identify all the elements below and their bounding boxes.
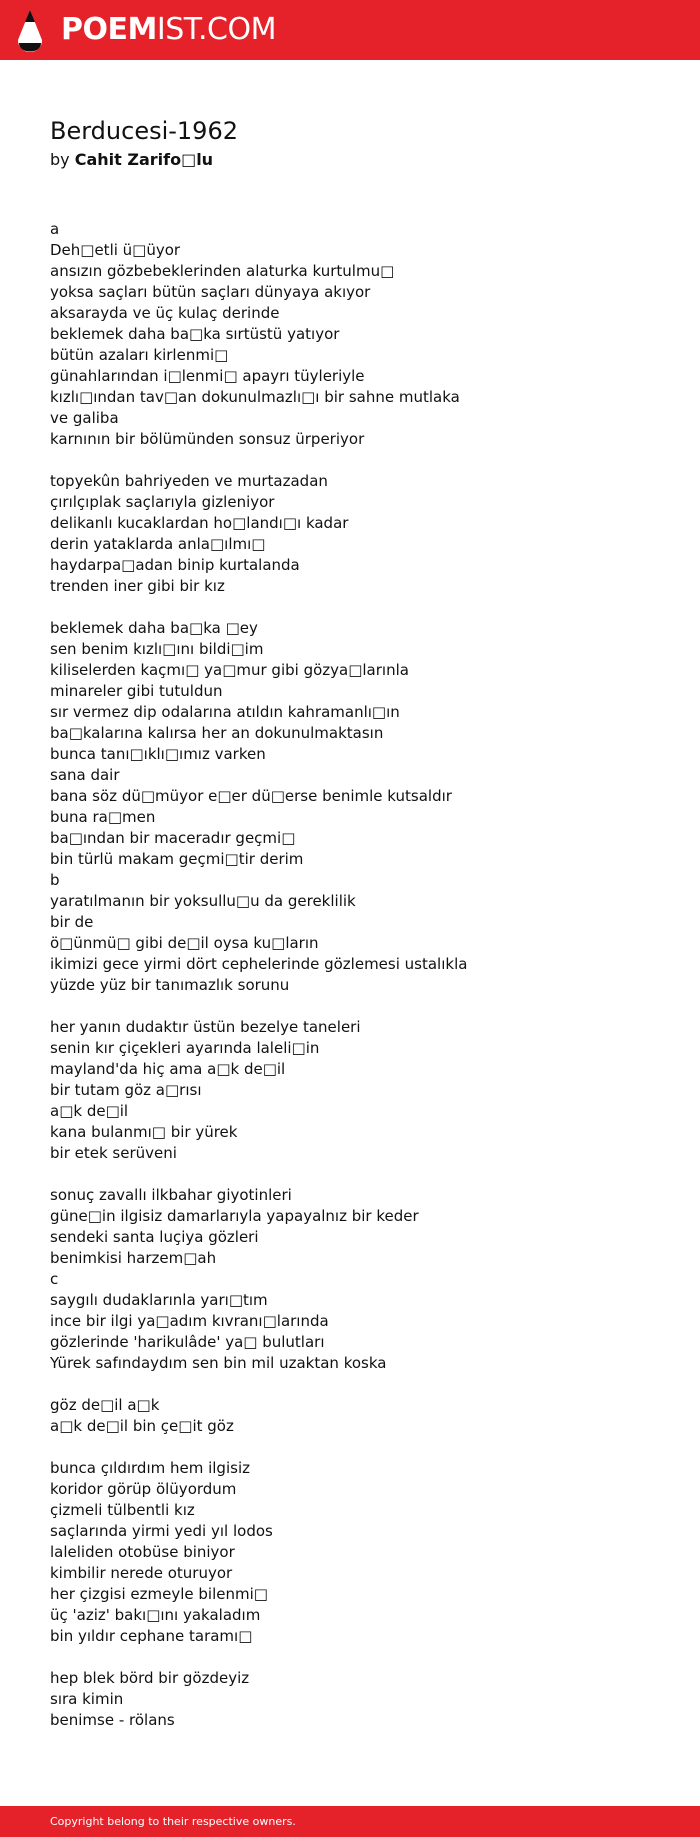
poem-line: karnının bir bölümünden sonsuz ürperiyor: [50, 430, 365, 448]
poem-line: sıra kimin: [50, 1690, 124, 1708]
poem-line: ve galiba: [50, 409, 119, 427]
poem-line: benimse - rölans: [50, 1711, 175, 1729]
logo-text-bold: POEM: [61, 12, 157, 47]
poem-line: laleliden otobüse biniyor: [50, 1543, 235, 1561]
poem-body: [50, 219, 670, 1731]
poem-line: delikanlı kucaklardan ho□landı□ı kadar: [50, 514, 349, 532]
poem-line: bana söz dü□müyor e□er dü□erse benimle kutsaldır: [50, 787, 452, 805]
poem-line: buna ra□men: [50, 808, 156, 826]
poem-line: kana bulanmı□ bir yürek: [50, 1123, 238, 1141]
stanza-break: [50, 1647, 670, 1668]
pencil-tip-icon[interactable]: [18, 10, 42, 52]
poem-line: sen benim kızlı□ını bildi□im: [50, 640, 264, 658]
poem-line: bir de: [50, 913, 94, 931]
poem-line: çırılçıplak saçlarıyla gizleniyor: [50, 493, 275, 511]
poem-line: kiliselerden kaçmı□ ya□mur gibi gözya□larınla: [50, 661, 409, 679]
stanza-break: [50, 996, 670, 1017]
poem-line: göz de□il a□k: [50, 1396, 160, 1414]
poem-line: sonuç zavallı ilkbahar giyotinleri: [50, 1186, 292, 1204]
poem-line: aksarayda ve üç kulaç derinde: [50, 304, 280, 322]
poem-line: her yanın dudaktır üstün bezelye taneleri: [50, 1018, 361, 1036]
stanza-break: [50, 597, 670, 618]
poem-line: b: [50, 871, 60, 889]
poem-line: hep blek börd bir gözdeyiz: [50, 1669, 250, 1687]
poem-line: ö□ünmü□ gibi de□il oysa ku□ların: [50, 934, 319, 952]
poem-line: bir tutam göz a□rısı: [50, 1081, 202, 1099]
poem-line: yüzde yüz bir tanımazlık sorunu: [50, 976, 290, 994]
author-name-link[interactable]: Cahit Zarifo□lu: [74, 150, 214, 169]
poem-line: beklemek daha ba□ka sırtüstü yatıyor: [50, 325, 340, 343]
poem-line: mayland'da hiç ama a□k de□il: [50, 1060, 286, 1078]
byline: [50, 149, 213, 171]
poem-line: kimbilir nerede oturuyor: [50, 1564, 233, 1582]
poem-line: gözlerinde 'harikulâde' ya□ bulutları: [50, 1333, 325, 1351]
poem-line: minareler gibi tutuldun: [50, 682, 223, 700]
poem-line: c: [50, 1270, 59, 1288]
poem-line: bütün azaları kirlenmi□: [50, 346, 229, 364]
poem-line: ba□ından bir maceradır geçmi□: [50, 829, 296, 847]
poem-line: derin yataklarda anla□ılmı□: [50, 535, 266, 553]
poem-line: ikimizi gece yirmi dört cephelerinde gözlemesi ustalıkla: [50, 955, 468, 973]
poem-line: bir etek serüveni: [50, 1144, 177, 1162]
stanza-break: [50, 1374, 670, 1395]
site-logo-link[interactable]: [61, 12, 276, 48]
poem-line: bin türlü makam geçmi□tir derim: [50, 850, 304, 868]
site-header: [0, 0, 700, 60]
poem-line: yoksa saçları bütün saçları dünyaya akıyor: [50, 283, 371, 301]
poem-line: a: [50, 220, 60, 238]
stanza-break: [50, 450, 670, 471]
poem-line: çizmeli tülbentli kız: [50, 1501, 195, 1519]
poem-line: saygılı dudaklarınla yarı□tım: [50, 1291, 268, 1309]
poem-line: senin kır çiçekleri ayarında laleli□in: [50, 1039, 320, 1057]
poem-line: saçlarında yirmi yedi yıl lodos: [50, 1522, 273, 1540]
poem-line: sendeki santa luçiya gözleri: [50, 1228, 259, 1246]
poem-title: Berducesi-1962: [50, 117, 238, 145]
poem-line: a□k de□il bin çe□it göz: [50, 1417, 234, 1435]
copyright-notice: Copyright belong to their respective owners.: [50, 1815, 296, 1828]
poem-line: üç 'aziz' bakı□ını yakaladım: [50, 1606, 261, 1624]
stanza-break: [50, 1437, 670, 1458]
poem-line: bunca çıldırdım hem ilgisiz: [50, 1459, 250, 1477]
poem-line: haydarpa□adan binip kurtalanda: [50, 556, 300, 574]
poem-line: her çizgisi ezmeyle bilenmi□: [50, 1585, 268, 1603]
poem-line: ansızın gözbebeklerinden alaturka kurtulmu□: [50, 262, 395, 280]
poem-line: güne□in ilgisiz damarlarıyla yapayalnız bir keder: [50, 1207, 419, 1225]
poem-line: koridor görüp ölüyordum: [50, 1480, 237, 1498]
poem-line: günahlarından i□lenmi□ apayrı tüyleriyle: [50, 367, 365, 385]
poem-line: kızlı□ından tav□an dokunulmazlı□ı bir sahne mutlaka: [50, 388, 460, 406]
poem-line: bunca tanı□ıklı□ımız varken: [50, 745, 266, 763]
poem-line: a□k de□il: [50, 1102, 129, 1120]
poem-line: sır vermez dip odalarına atıldın kahramanlı□ın: [50, 703, 400, 721]
poem-line: trenden iner gibi bir kız: [50, 577, 225, 595]
poem-line: ba□kalarına kalırsa her an dokunulmaktasın: [50, 724, 384, 742]
poem-line: yaratılmanın bir yoksullu□u da gereklilik: [50, 892, 356, 910]
stanza-break: [50, 1164, 670, 1185]
site-footer: [0, 1806, 700, 1837]
poem-line: sana dair: [50, 766, 120, 784]
poem-line: Deh□etli ü□üyor: [50, 241, 181, 259]
poem-line: Yürek safındaydım sen bin mil uzaktan koska: [50, 1354, 387, 1372]
poem-line: topyekûn bahriyeden ve murtazadan: [50, 472, 328, 490]
poem-line: beklemek daha ba□ka □ey: [50, 619, 258, 637]
poem-line: ince bir ilgi ya□adım kıvranı□larında: [50, 1312, 329, 1330]
logo-text-light: IST.COM: [156, 12, 276, 47]
poem-line: benimkisi harzem□ah: [50, 1249, 217, 1267]
by-label: by: [50, 150, 70, 169]
poem-line: bin yıldır cephane taramı□: [50, 1627, 253, 1645]
